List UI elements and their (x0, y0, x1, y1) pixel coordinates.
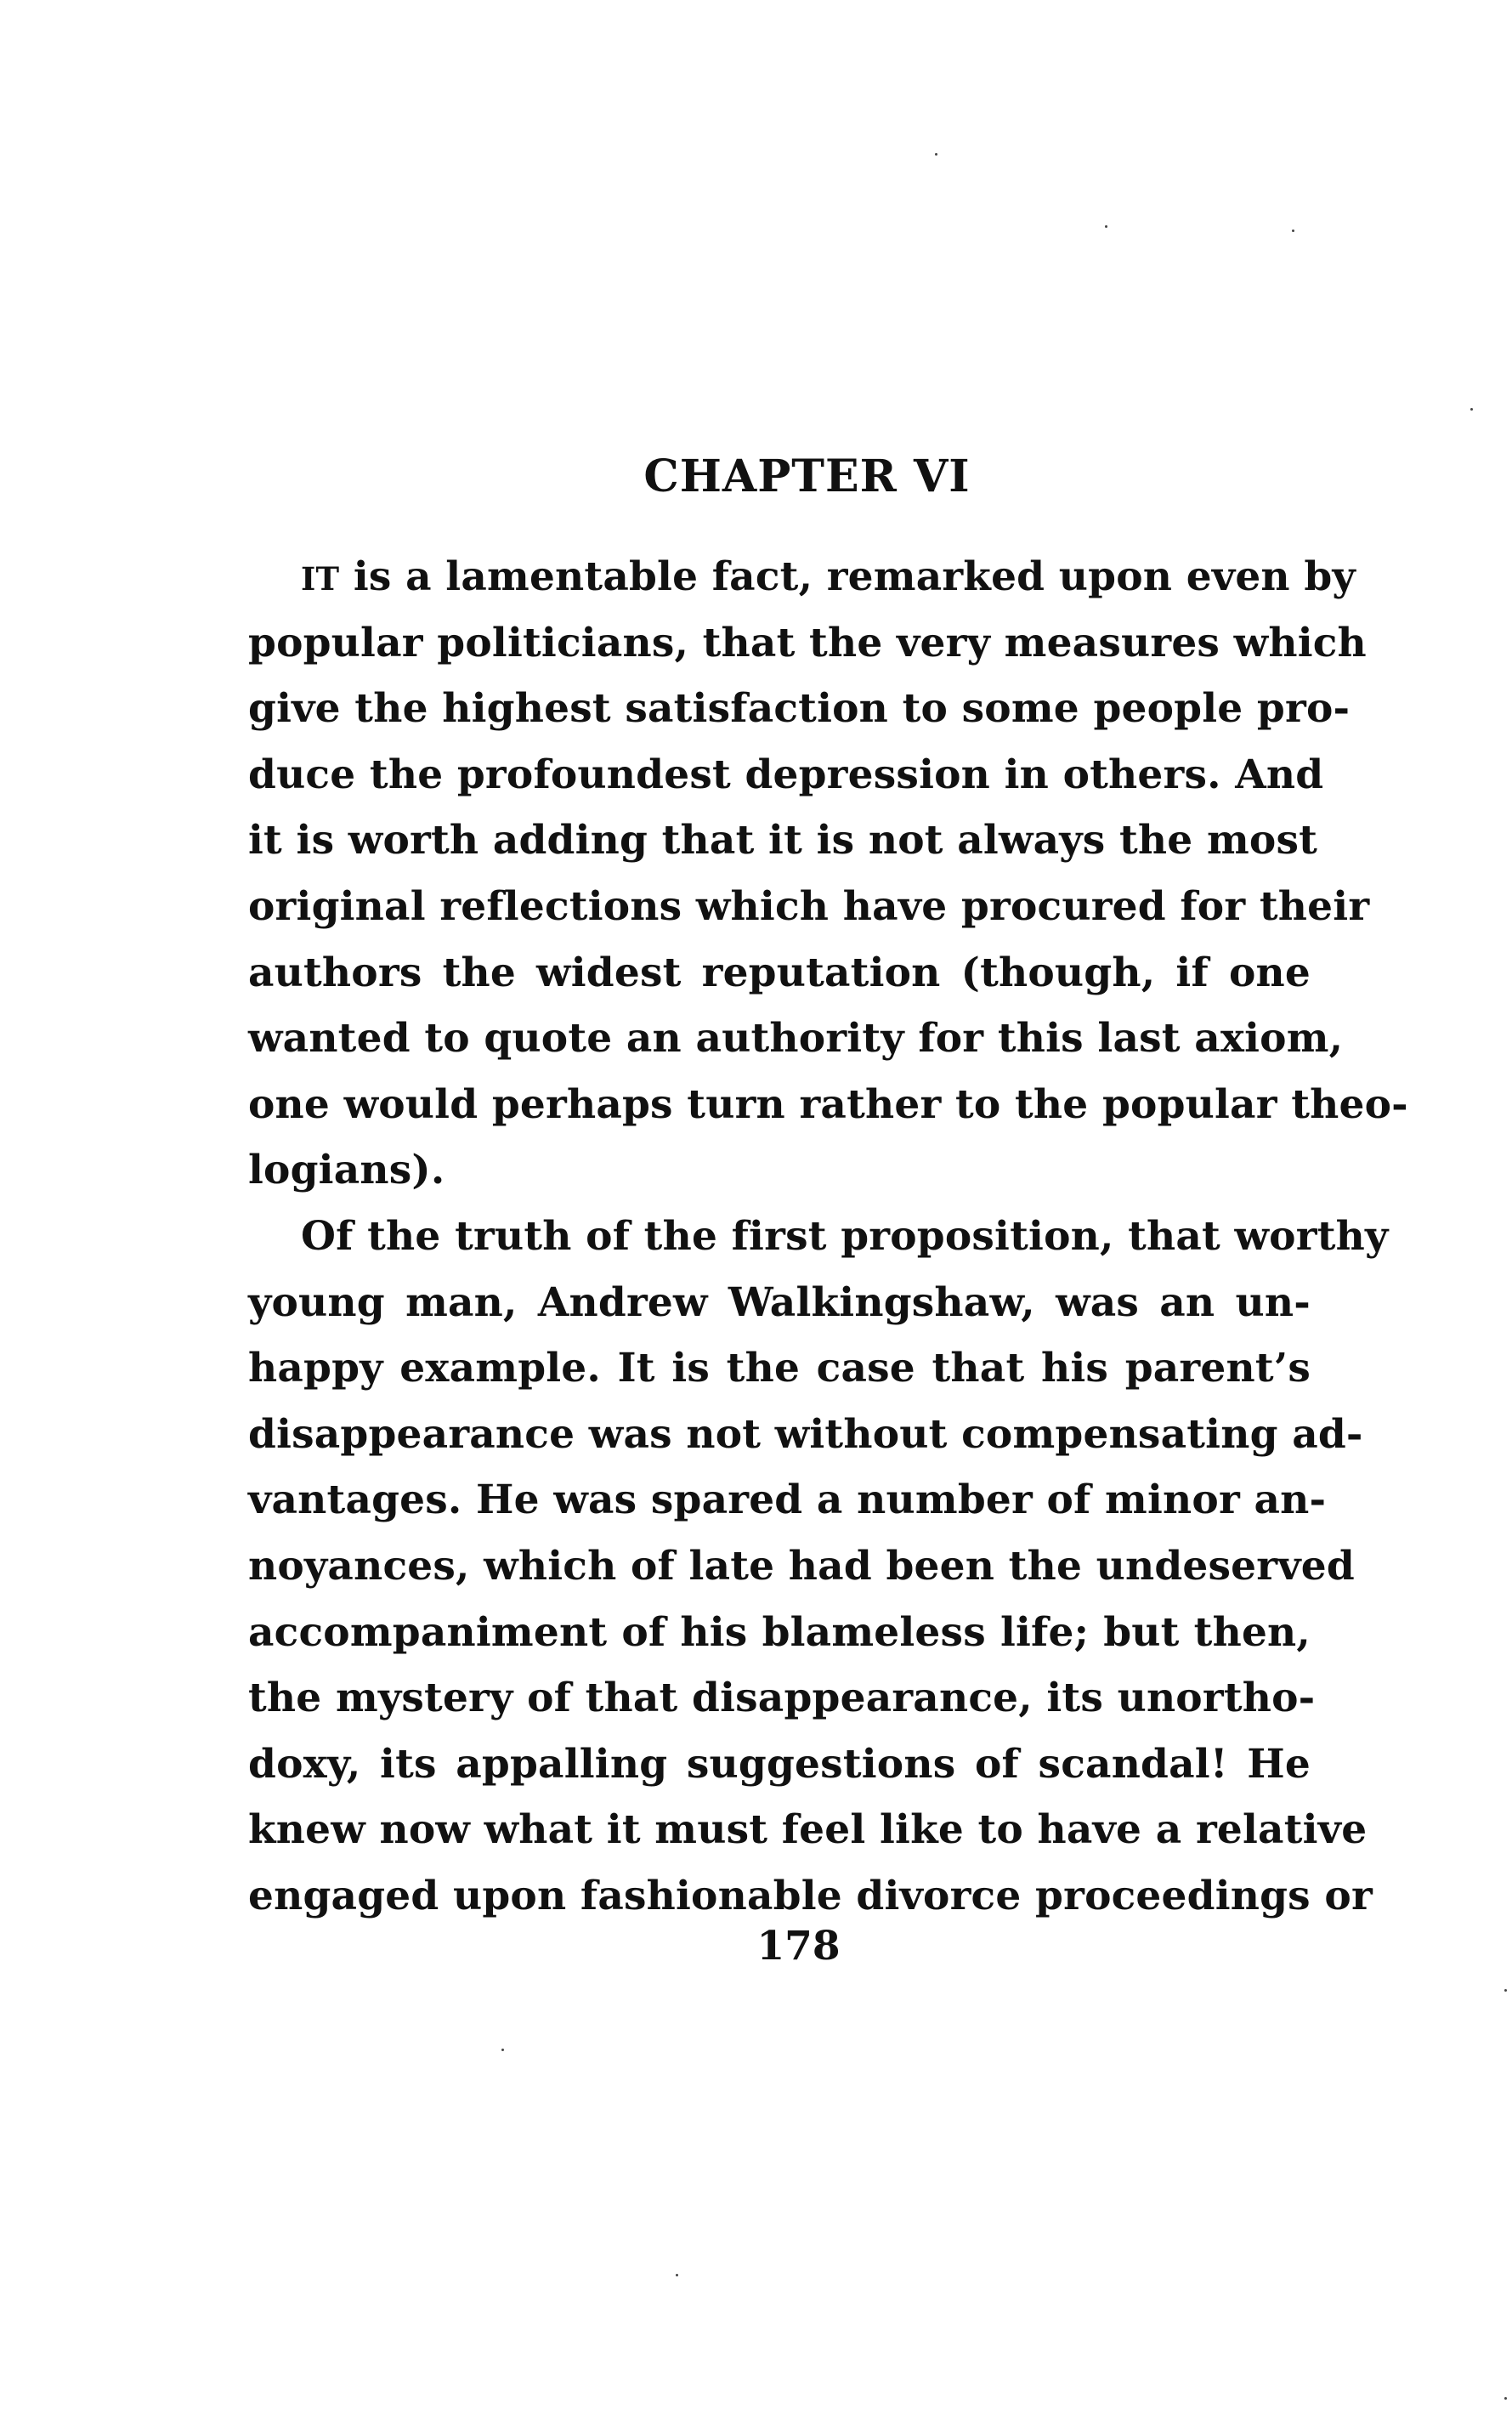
scan-speck (501, 2049, 504, 2051)
scan-speck (1292, 230, 1294, 232)
text-line: original reflections which have procured for their (248, 882, 1370, 930)
scan-speck (676, 2274, 678, 2276)
text-line: happy example. It is the case that his parent’s (248, 1345, 1311, 1392)
text-line: IT is a lamentable fact, remarked upon even by (301, 553, 1356, 600)
body-text (248, 544, 1408, 1929)
chapter-heading: CHAPTER VI (643, 451, 971, 502)
text-line: doxy, its appalling suggestions of scandal! He (248, 1740, 1311, 1788)
text-line: it is worth adding that it is not always the most (248, 817, 1318, 864)
text-line: noyances, which of late had been the undeserved (248, 1542, 1355, 1590)
text-line: Of the truth of the first proposition, that worthy (301, 1212, 1389, 1260)
scan-speck (935, 153, 937, 156)
scan-speck (1470, 408, 1473, 411)
scan-speck (1504, 2397, 1507, 2400)
paragraph-2 (248, 1204, 1389, 1930)
text-line: the mystery of that disappearance, its unortho- (248, 1675, 1316, 1722)
paragraph-1 (248, 544, 1408, 1204)
text-line: popular politicians, that the very measures which (248, 619, 1367, 666)
text-line: disappearance was not without compensating ad- (248, 1410, 1363, 1458)
lead-small-caps: IT (301, 560, 340, 598)
text-line: authors the widest reputation (though, if one (248, 949, 1311, 996)
text-line: young man, Andrew Walkingshaw, was an un- (248, 1278, 1311, 1326)
page-number: 178 (756, 1923, 841, 1970)
scan-speck (1504, 1989, 1507, 1992)
text-line: give the highest satisfaction to some people pro- (248, 685, 1351, 733)
scan-speck (1105, 225, 1107, 228)
text-line: engaged upon fashionable divorce proceedings or (248, 1872, 1373, 1919)
text-line: logians). (248, 1147, 445, 1194)
text-line: wanted to quote an authority for this last axiom, (248, 1015, 1344, 1063)
text-line: knew now what it must feel like to have a relative (248, 1806, 1368, 1854)
text-line: duce the profoundest depression in others. And (248, 751, 1324, 798)
text-line: one would perhaps turn rather to the popular theo- (248, 1080, 1408, 1128)
text-line: accompaniment of his blameless life; but then, (248, 1608, 1311, 1656)
text-line: vantages. He was spared a number of minor an- (248, 1477, 1327, 1524)
